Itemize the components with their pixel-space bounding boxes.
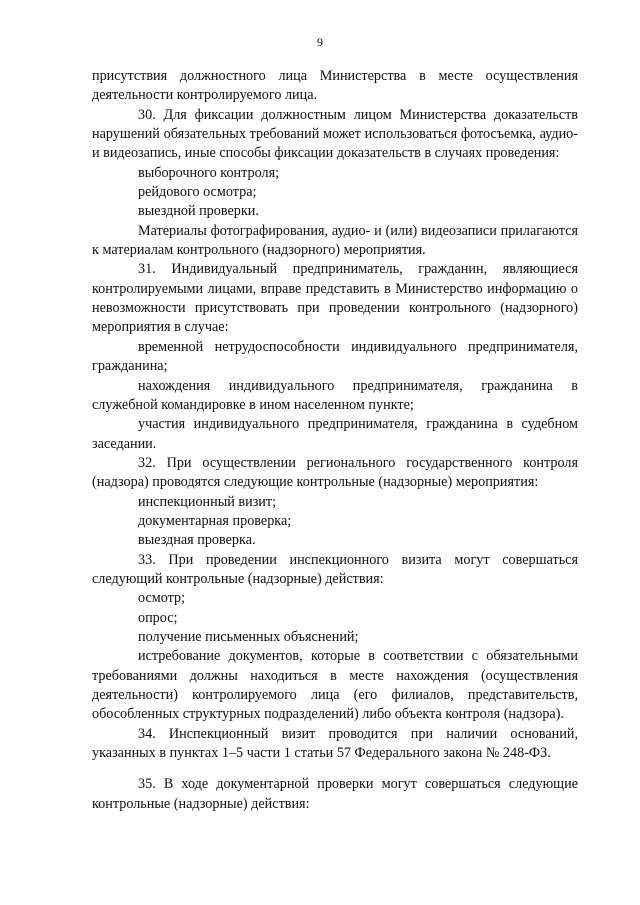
list-item: документарная проверка;	[138, 512, 292, 529]
list-item: нахождения индивидуального предпринимателя, гражданина в служебной командировке в ином населенном пункте;	[92, 377, 578, 413]
list-item: выездной проверки.	[138, 203, 259, 220]
list-item: инспекционный визит;	[138, 493, 277, 510]
list-item: опрос;	[138, 609, 178, 626]
paragraph-materials: Материалы фотографирования, аудио- и (или) видеозаписи прилагаются к материалам контрольного (надзорного) мероприятия.	[92, 222, 578, 259]
paragraph-item-32: 32. При осуществлении регионального государственного контроля (надзора) проводятся следующие контрольные (надзорные) мероприятия:	[92, 454, 578, 491]
list-item: истребование документов, которые в соответствии с обязательными требованиями должны находиться в месте нахождения (осуществления деятельности) контролируемого лица (его филиалов, представительств, обособленных структурных подразделений) либо объекта контроля (надзора).	[92, 648, 578, 723]
list-item: временной нетрудоспособности индивидуального предпринимателя, гражданина;	[92, 338, 578, 375]
paragraph-item-30: 30. Для фиксации должностным лицом Министерства доказательств нарушений обязательных требований может использоваться фотосъемка, аудио- и видеозапись, иные способы фиксации доказательств в случаях проведения:	[92, 106, 578, 162]
list-item: рейдового осмотра;	[138, 184, 257, 201]
paragraph-item-33: 33. При проведении инспекционного визита могут совершаться следующий контрольные (надзорные) действия:	[92, 551, 578, 587]
list-item: осмотр;	[138, 590, 186, 607]
paragraph-continuation: присутствия должностного лица Министерства в месте осуществления деятельности контролируемого лица.	[92, 68, 578, 104]
paragraph-item-34: 34. Инспекционный визит проводится при наличии оснований, указанных в пунктах 1–5 части 1 статьи 57 Федерального закона № 248-ФЗ.	[92, 725, 578, 762]
list-item: получение письменных объяснений;	[138, 628, 359, 645]
paragraph-item-31: 31. Индивидуальный предприниматель, гражданин, являющиеся контролируемыми лицами, вправе представить в Министерство информацию о невозможности присутствовать при проведении контрольного (надзорного) мероприятия в случае:	[92, 261, 578, 336]
paragraph-item-35: 35. В ходе документарной проверки могут совершаться следующие контрольные (надзорные) действия:	[92, 776, 578, 812]
document-body	[92, 67, 578, 814]
page-number: 9	[317, 35, 323, 49]
list-item: выборочного контроля;	[138, 164, 280, 181]
list-item: участия индивидуального предпринимателя, гражданина в судебном заседании.	[92, 416, 578, 452]
list-item: выездная проверка.	[138, 532, 256, 549]
